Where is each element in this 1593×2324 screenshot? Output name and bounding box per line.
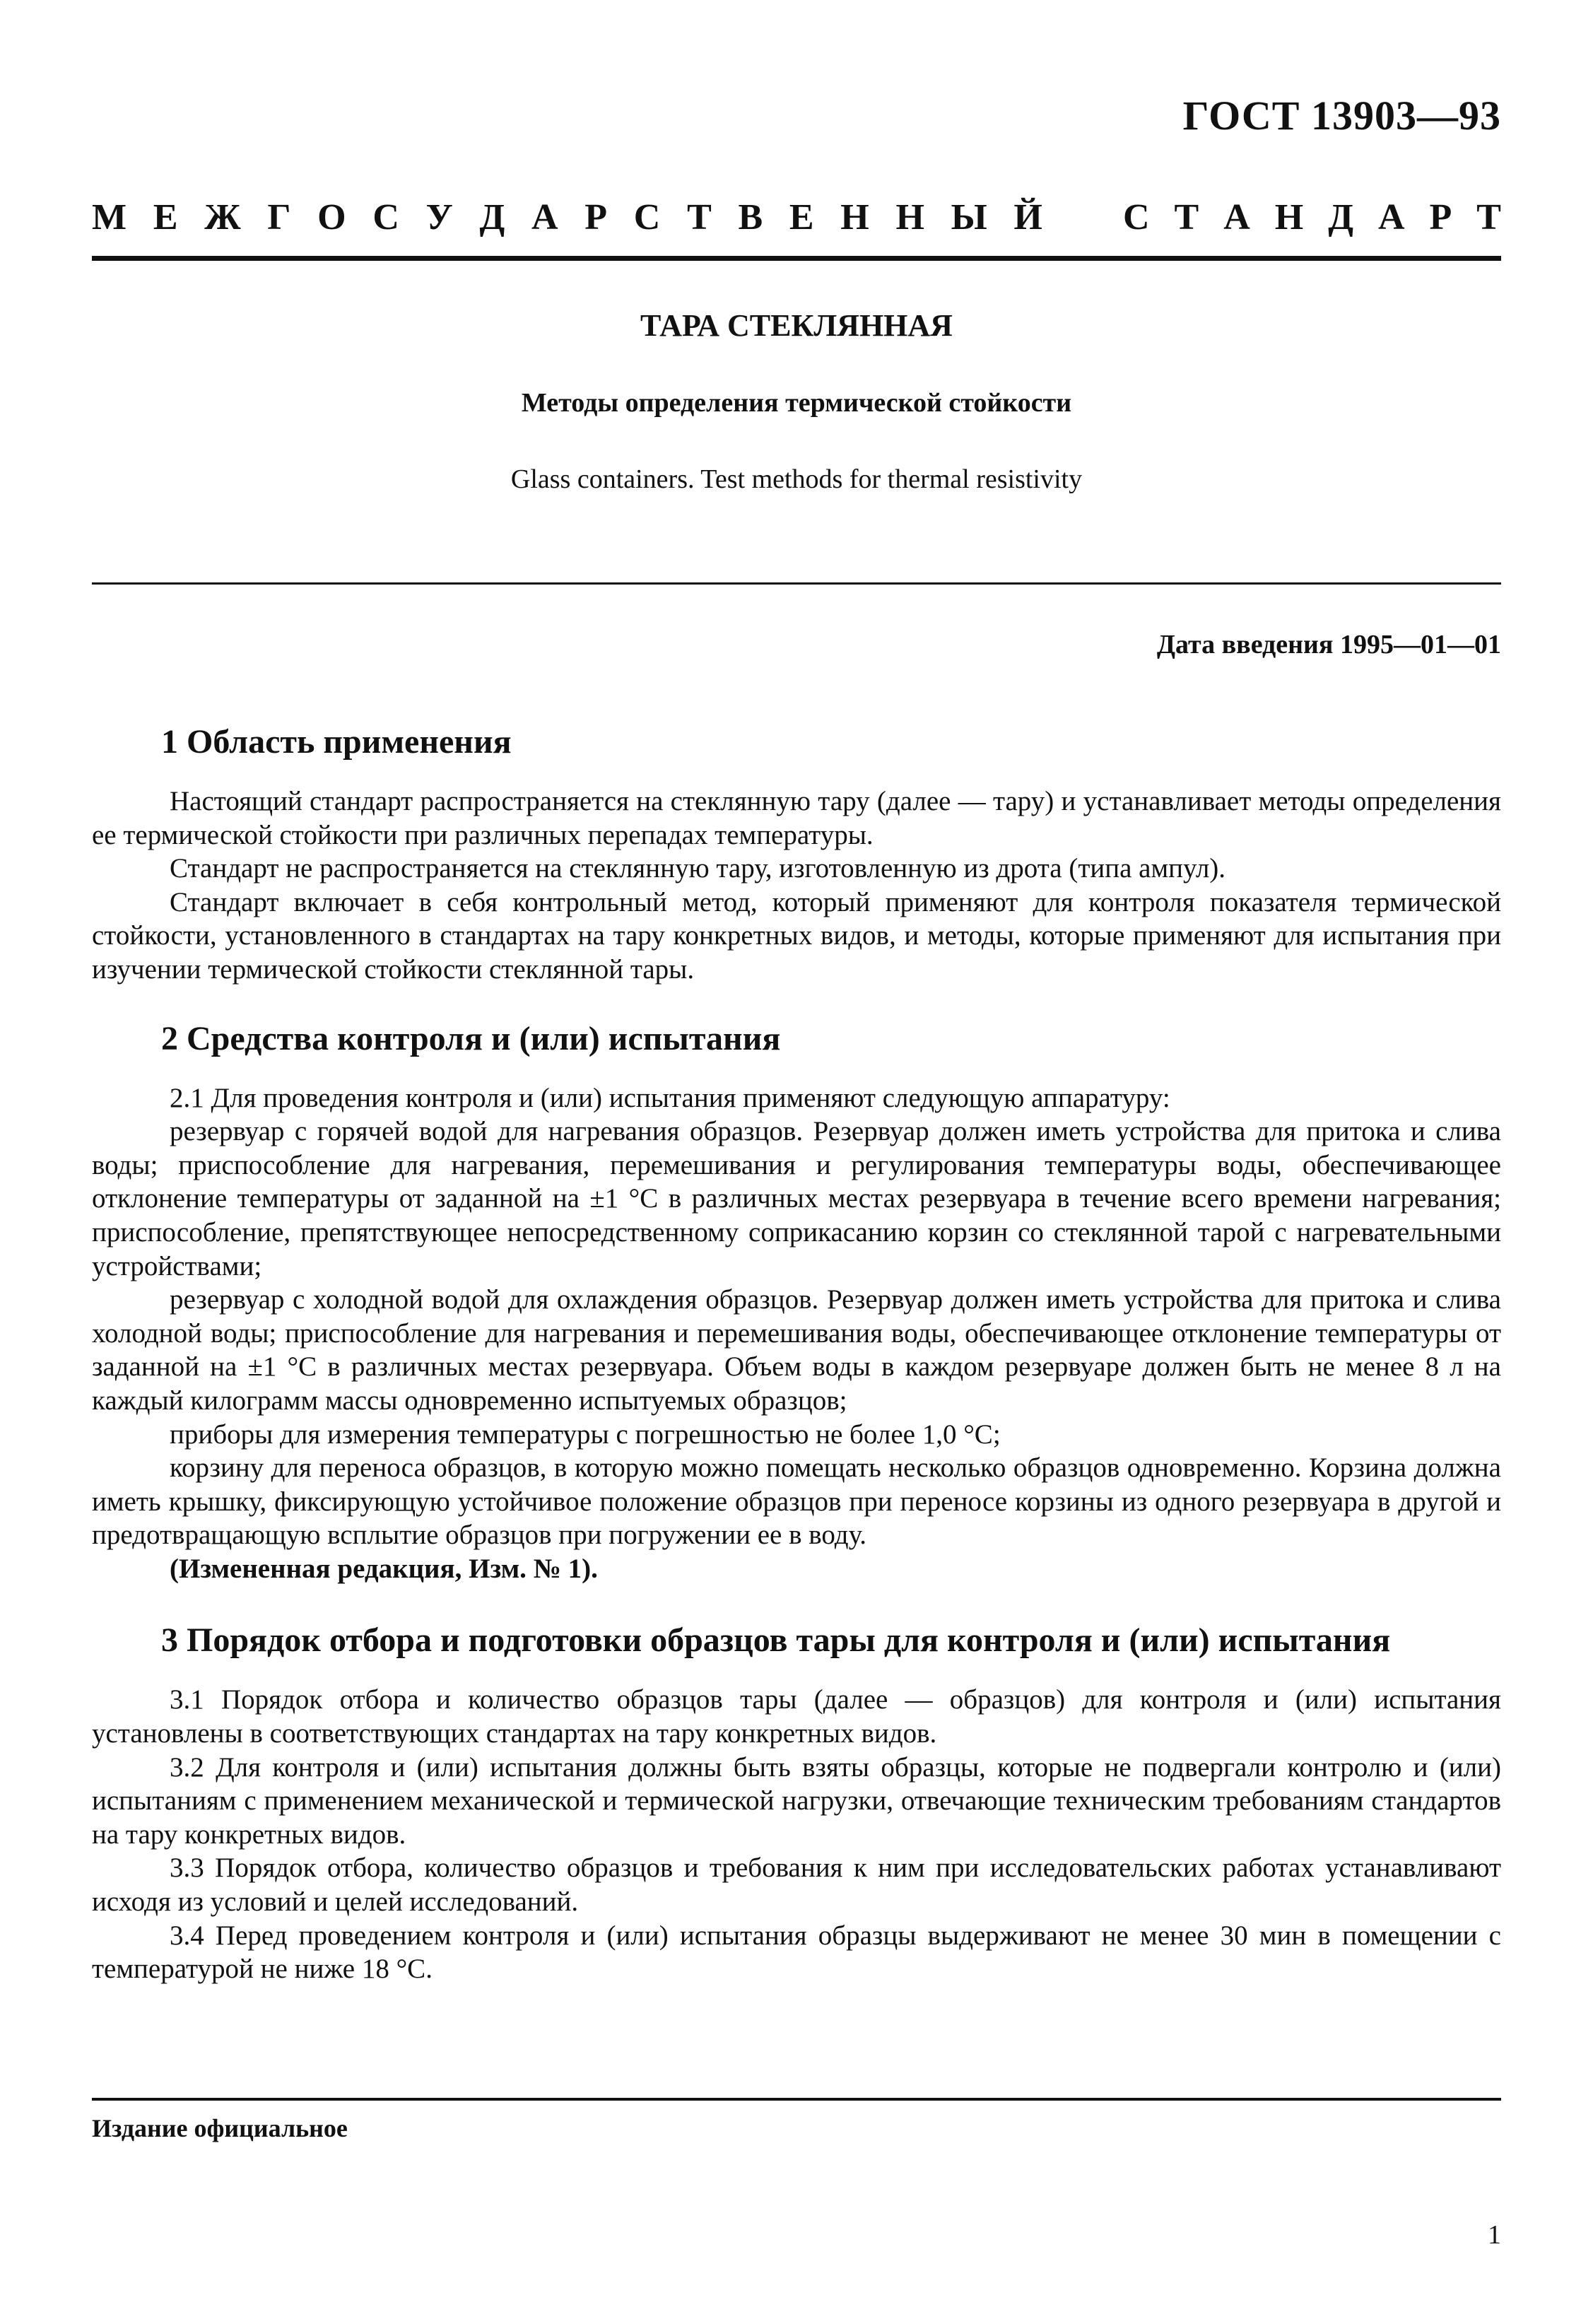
interstate-word <box>92 196 1042 238</box>
letter: А <box>1223 196 1250 237</box>
paragraph: Стандарт не распространяется на стеклянную тару, изготовленную из дрота (типа ампул). <box>170 853 1226 884</box>
letter: С <box>633 196 661 237</box>
standard-word <box>1123 196 1501 238</box>
letter: Е <box>789 196 814 237</box>
section-heading: 1 Область применения <box>161 723 512 761</box>
letter: Ы <box>951 196 987 237</box>
paragraph: 3.3 Порядок отбора, количество образцов и требования к ним при исследовательских работах устанавливают исходя из условий и целей исследований. <box>92 1853 1501 1918</box>
letter: О <box>317 196 346 237</box>
header-divider <box>92 256 1501 261</box>
section-heading: 2 Средства контроля и (или) испытания <box>161 1019 781 1057</box>
letter: С <box>372 196 399 237</box>
letter: А <box>1377 196 1405 237</box>
letter: Ж <box>204 196 241 237</box>
letter: Д <box>1328 196 1353 237</box>
document-subtitle: Методы определения термической стойкости <box>521 388 1072 418</box>
letter: Т <box>1476 196 1501 237</box>
letter: Н <box>1274 196 1304 237</box>
letter: А <box>531 196 558 237</box>
letter: Д <box>479 196 505 237</box>
letter: У <box>425 196 453 237</box>
introduction-date: Дата введения 1995—01—01 <box>1156 630 1501 659</box>
letter: Н <box>895 196 924 237</box>
paragraph: Настоящий стандарт распространяется на стеклянную тару (далее — тару) и устанавливает методы определения ее термической стойкости при различных перепадах температуры. <box>92 786 1501 850</box>
paragraph: Стандарт включает в себя контрольный метод, который применяют для контроля показателя термической стойкости, установленного в стандартах на тару конкретных видов, и методы, которые применяют для испытания при изучении термической стойкости стеклянной тары. <box>92 886 1501 985</box>
letter: Г <box>267 196 291 237</box>
letter: Р <box>584 196 608 237</box>
section-heading: 3 Порядок отбора и подготовки образцов тары для контроля и (или) испытания <box>161 1621 1391 1660</box>
letter: Т <box>1174 196 1199 237</box>
paragraph: 3.1 Порядок отбора и количество образцов тары (далее — образцов) для контроля и (или) испытания установлены в соответствующих стандартах на тару конкретных видов. <box>92 1684 1501 1749</box>
letter: Е <box>153 196 178 237</box>
interstate-standard-heading <box>92 192 1501 242</box>
paragraph: резервуар с холодной водой для охлаждения образцов. Резервуар должен иметь устройства для притока и слива холодной воды; приспособление для нагревания и перемешивания воды, обеспечивающее отклонение температуры от заданной на ±1 °С в различных местах резервуара. Объем воды в каждом резервуаре должен быть не менее 8 л на каждый килограмм массы одновременно испытуемых образцов; <box>92 1284 1501 1416</box>
amendment-note: (Измененная редакция, Изм. № 1). <box>170 1553 598 1584</box>
footer-divider <box>92 2098 1501 2101</box>
edition-label: Издание официальное <box>92 2114 348 2142</box>
document-title: ТАРА СТЕКЛЯННАЯ <box>640 308 953 343</box>
english-title: Glass containers. Test methods for thermal resistivity <box>510 464 1083 494</box>
letter: С <box>1123 196 1150 237</box>
paragraph: резервуар с горячей водой для нагревания образцов. Резервуар должен иметь устройства для притока и слива воды; приспособление для нагревания, перемешивания и регулирования температуры воды, обеспечивающее отклонение температуры от заданной на ±1 °С в различных местах резервуара в течение всего времени нагревания; приспособление, препятствующее непосредственному соприкасанию корзин со стеклянной тарой с нагревательными устройствами; <box>92 1116 1501 1281</box>
paragraph: приборы для измерения температуры с погрешностью не более 1,0 °С; <box>170 1419 1001 1450</box>
paragraph: 3.2 Для контроля и (или) испытания должны быть взяты образцы, которые не подвергали контролю и (или) испытаниям с применением механической и термической нагрузки, отвечающие техническим требованиям стандартов на тару конкретных видов. <box>92 1751 1501 1850</box>
paragraph: 2.1 Для проведения контроля и (или) испытания применяют следующую аппаратуру: <box>170 1082 1170 1113</box>
letter: Р <box>1429 196 1452 237</box>
document-body <box>92 721 1501 1986</box>
page-number: 1 <box>1488 2220 1501 2250</box>
paragraph: корзину для переноса образцов, в которую можно помещать несколько образцов одновременно. Корзина должна иметь крышку, фиксирующую устойчивое положение образцов при переносе корзины из одного резервуара в другой и предотвращающую всплытие образцов при погружении ее в воду. <box>92 1452 1501 1551</box>
letter: М <box>92 196 127 237</box>
letter: В <box>738 196 763 237</box>
letter: Т <box>687 196 712 237</box>
letter: Й <box>1013 196 1042 237</box>
paragraph: 3.4 Перед проведением контроля и (или) испытания образцы выдерживают не менее 30 мин в помещении с температурой не ниже 18 °С. <box>92 1920 1501 1985</box>
letter: Н <box>840 196 869 237</box>
document-id: ГОСТ 13903—93 <box>1182 93 1501 139</box>
title-divider <box>92 582 1501 585</box>
